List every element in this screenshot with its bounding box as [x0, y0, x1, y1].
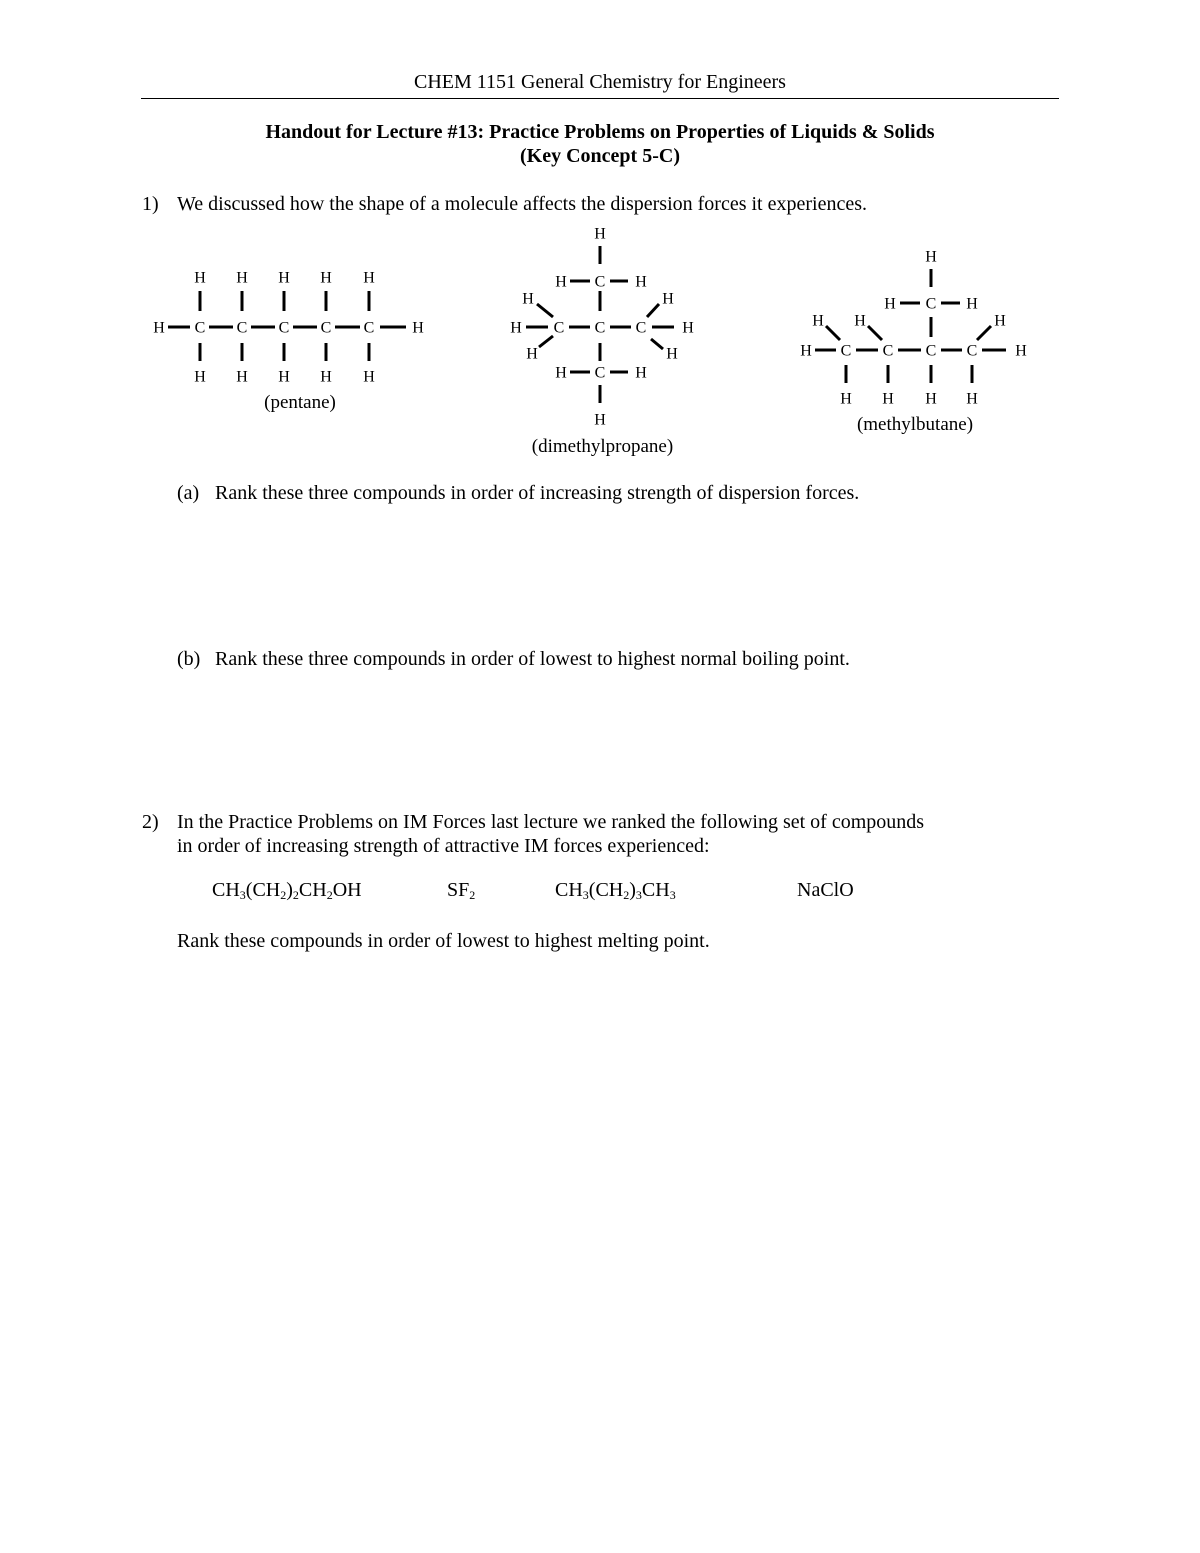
- dmp-bond: [539, 336, 553, 347]
- pentane-h-bottom: H: [320, 368, 332, 386]
- q1b-text: Rank these three compounds in order of lowest to highest normal boiling point.: [215, 648, 850, 670]
- mb-h-bottom: H: [840, 390, 852, 408]
- dmp-h: H: [635, 273, 647, 291]
- dimethylpropane-label: (dimethylpropane): [531, 436, 674, 457]
- compound-butanol: $CH_3(CH_2)_2CH_2OH$: [212, 879, 362, 902]
- mb-h: H: [812, 312, 824, 330]
- dmp-h: H: [555, 364, 567, 382]
- mb-h-left: H: [800, 342, 812, 360]
- dmp-h: H: [682, 319, 694, 337]
- mb-carbon: C: [966, 342, 978, 360]
- pentane-carbon: C: [278, 319, 290, 337]
- mb-h-top: H: [925, 248, 937, 266]
- dmp-carbon: C: [594, 319, 606, 337]
- dmp-bond: [537, 304, 553, 317]
- compound-naclo: NaClO: [797, 879, 854, 901]
- mb-bond: [868, 326, 882, 340]
- dmp-bond: [647, 304, 659, 317]
- pentane-h-left: H: [153, 319, 165, 337]
- pentane-h-top: H: [194, 269, 206, 287]
- q2-number: 2): [142, 811, 159, 833]
- mb-h-right: H: [1015, 342, 1027, 360]
- mb-carbon: C: [925, 295, 937, 313]
- q2-text-line1: In the Practice Problems on IM Forces last lecture we ranked the following set of compounds: [177, 811, 925, 833]
- compound-pentane: $CH_3(CH_2)_3CH_3$: [555, 879, 676, 902]
- pentane-h-top: H: [363, 269, 375, 287]
- mb-h: H: [854, 312, 866, 330]
- pentane-h-top: H: [236, 269, 248, 287]
- pentane-h-bottom: H: [194, 368, 206, 386]
- dmp-carbon: C: [553, 319, 565, 337]
- mb-h-bottom: H: [882, 390, 894, 408]
- dmp-h: H: [635, 364, 647, 382]
- mb-carbon: C: [925, 342, 937, 360]
- pentane-h-bottom: H: [236, 368, 248, 386]
- mb-carbon: C: [882, 342, 894, 360]
- handout-title: Handout for Lecture #13: Practice Problems on Properties of Liquids & Solids: [265, 121, 935, 143]
- molecule-structures: [0, 0, 1200, 470]
- dmp-h: H: [666, 345, 678, 363]
- q1-number: 1): [142, 193, 159, 215]
- pentane-h-top: H: [278, 269, 290, 287]
- dmp-h: H: [662, 290, 674, 308]
- dmp-bond: [651, 339, 663, 349]
- mb-h-bottom: H: [966, 390, 978, 408]
- q2-instruction: Rank these compounds in order of lowest to highest melting point.: [177, 930, 710, 952]
- dmp-carbon: C: [594, 273, 606, 291]
- mb-bond: [826, 326, 840, 340]
- dmp-h: H: [526, 345, 538, 363]
- dmp-carbon: C: [594, 364, 606, 382]
- mb-h-bottom: H: [925, 390, 937, 408]
- mb-h: H: [994, 312, 1006, 330]
- mb-carbon: C: [840, 342, 852, 360]
- methylbutane-label: (methylbutane): [856, 414, 974, 435]
- dmp-h: H: [522, 290, 534, 308]
- pentane-carbon: C: [320, 319, 332, 337]
- q1a-label: (a): [177, 482, 200, 504]
- pentane-h-bottom: H: [363, 368, 375, 386]
- q1b-label: (b): [177, 648, 201, 670]
- pentane-carbon: C: [194, 319, 206, 337]
- pentane-h-right: H: [412, 319, 424, 337]
- q1a-text: Rank these three compounds in order of increasing strength of dispersion forces.: [215, 482, 860, 504]
- q2-text-line2: in order of increasing strength of attractive IM forces experienced:: [177, 835, 710, 857]
- pentane-label: (pentane): [264, 392, 336, 413]
- compound-sf2: $SF_2$: [447, 879, 476, 902]
- course-header: CHEM 1151 General Chemistry for Engineers: [414, 71, 786, 93]
- mb-h: H: [966, 295, 978, 313]
- pentane-carbon: C: [236, 319, 248, 337]
- dmp-carbon: C: [635, 319, 647, 337]
- mb-h: H: [884, 295, 896, 313]
- pentane-h-top: H: [320, 269, 332, 287]
- handout-subtitle: (Key Concept 5-C): [520, 145, 680, 167]
- pentane-carbon: C: [363, 319, 375, 337]
- dmp-h: H: [555, 273, 567, 291]
- pentane-h-bottom: H: [278, 368, 290, 386]
- q1-text: We discussed how the shape of a molecule affects the dispersion forces it experiences.: [177, 193, 867, 215]
- dmp-h-bottom: H: [594, 411, 606, 429]
- dmp-h: H: [510, 319, 522, 337]
- dmp-h-top: H: [594, 225, 606, 243]
- mb-bond: [977, 326, 991, 340]
